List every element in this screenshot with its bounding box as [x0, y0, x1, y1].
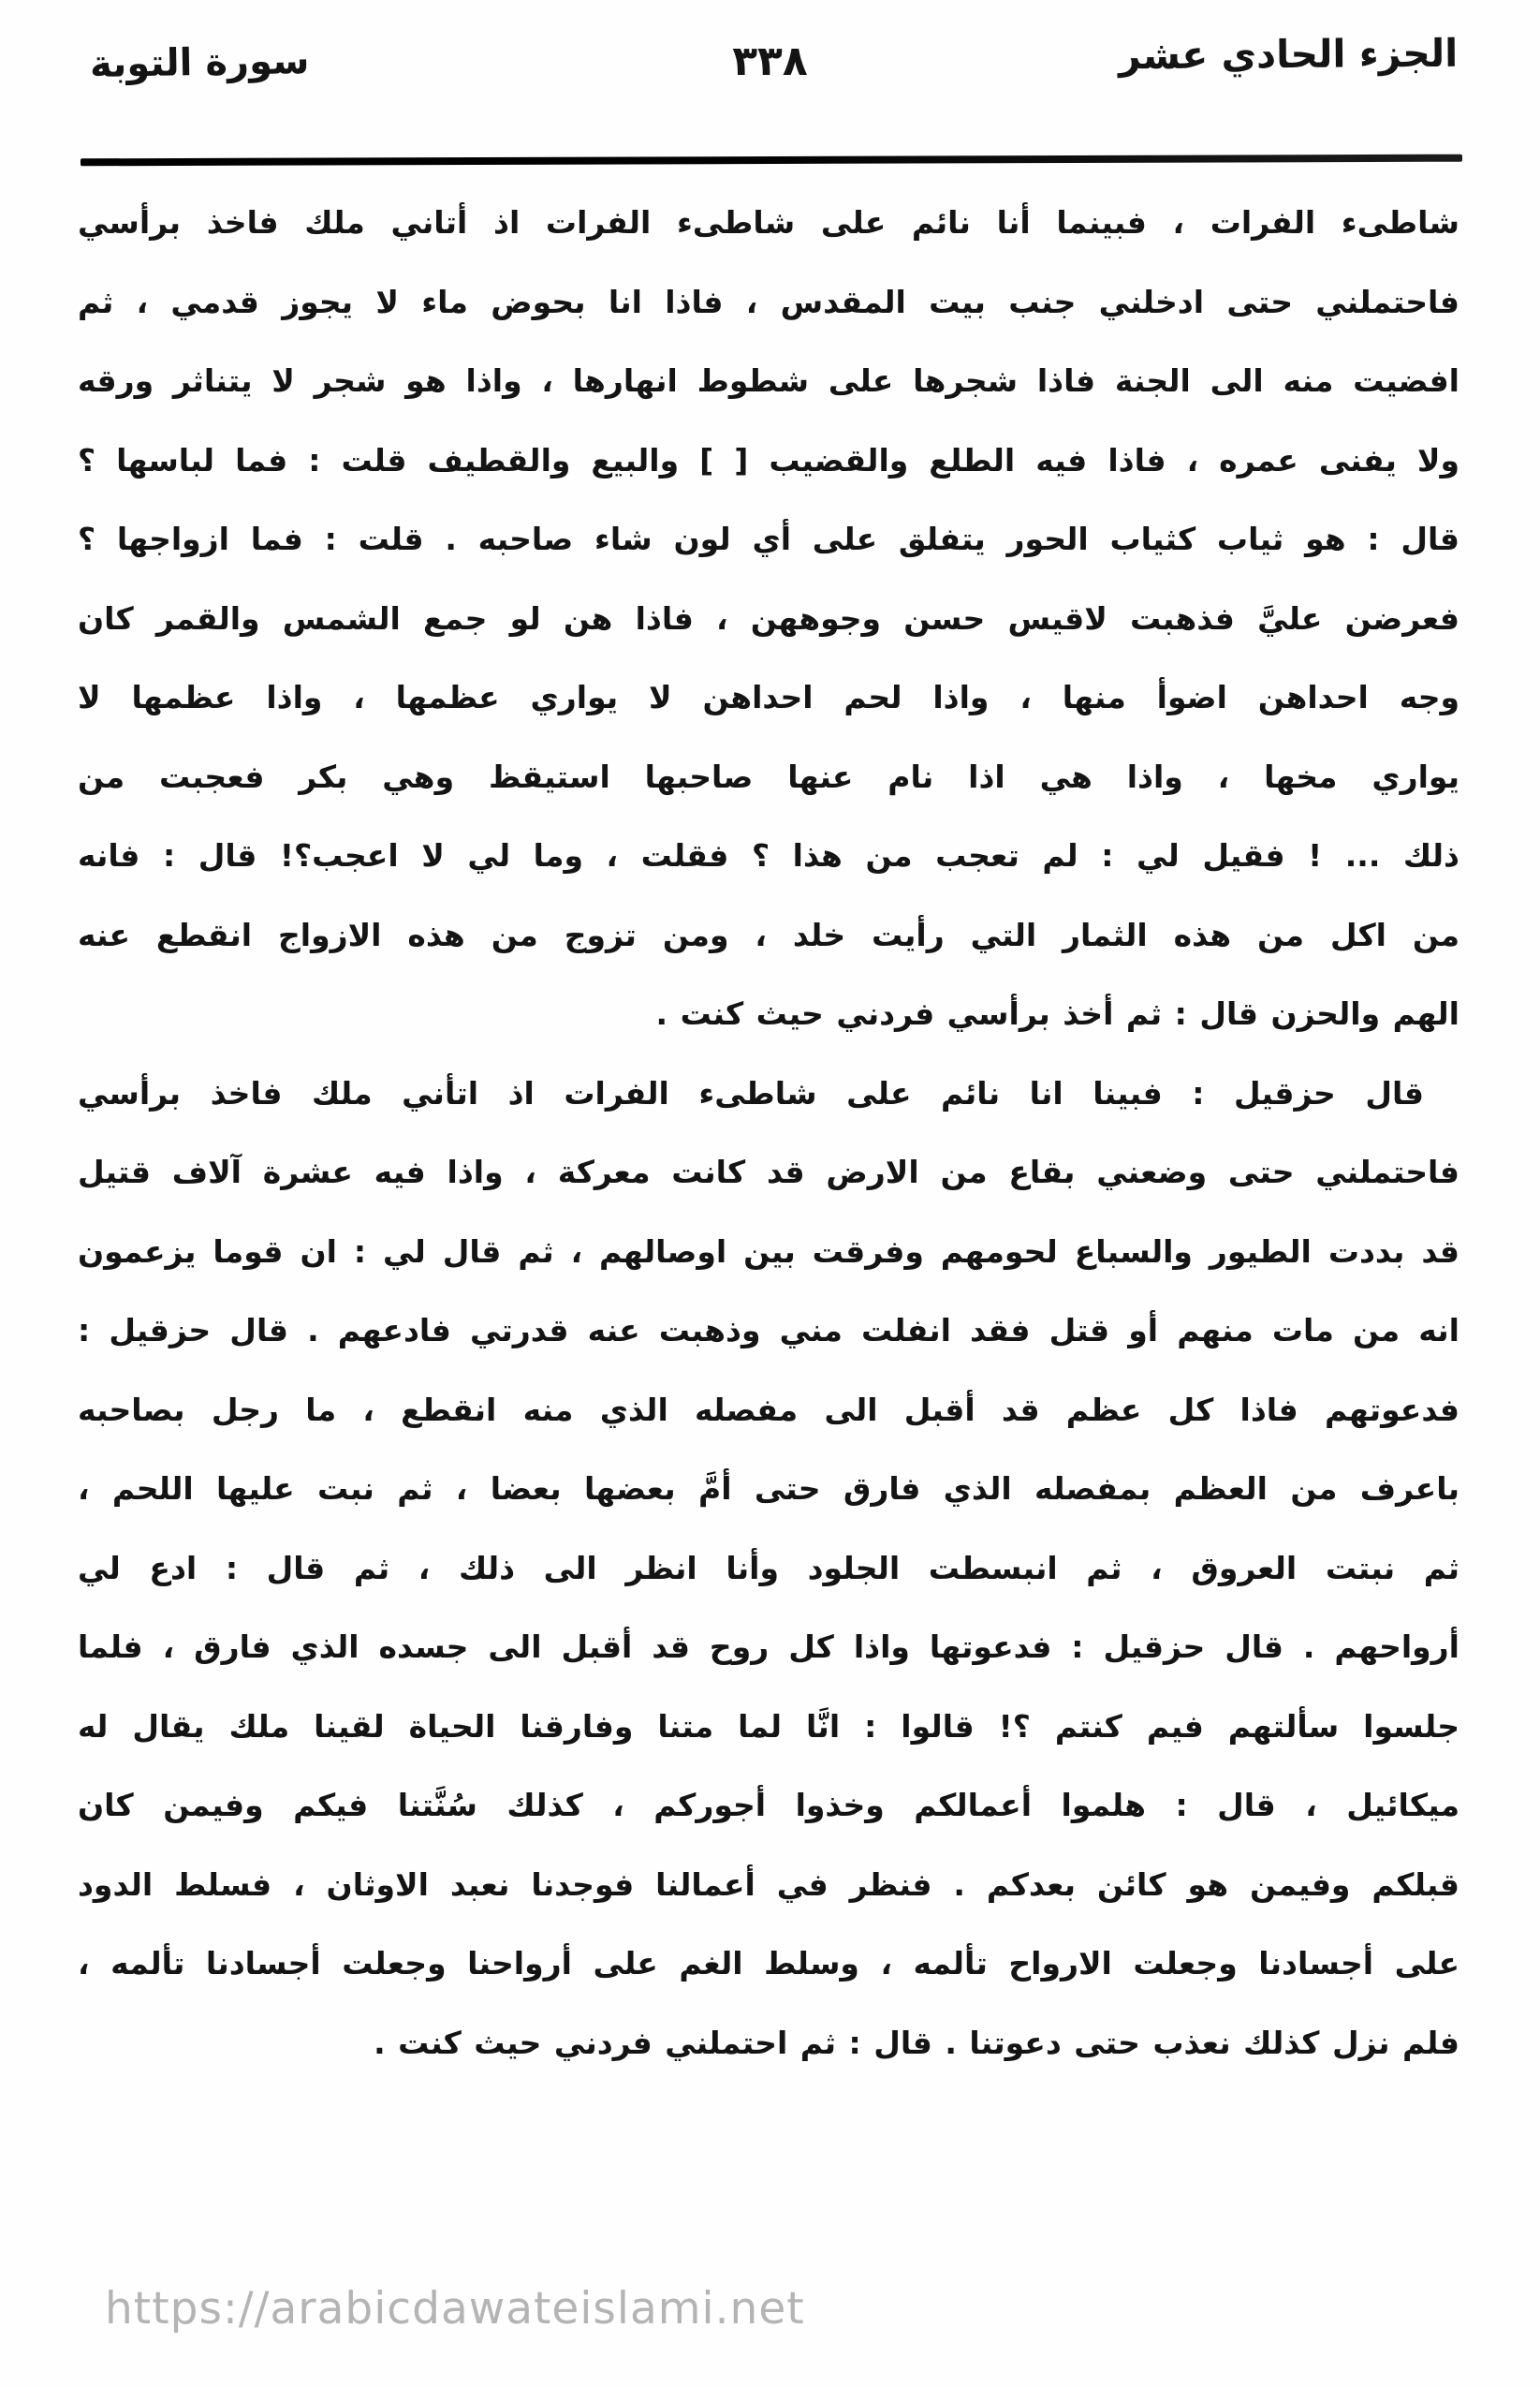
text-line: افضيت منه الى الجنة فاذا شجرها على شطوط انهارها ، واذا هو شجر لا يتناثر ورقه: [78, 362, 1459, 399]
text-line: أرواحهم . قال حزقيل : فدعوتها واذا كل روح قد أقبل الى جسده الذي فارق ، فلما: [78, 1628, 1459, 1665]
text-line: قال حزقيل : فبينا انا نائم على شاطىء الفرات اذ اتأني ملك فاخذ برأسي: [78, 1074, 1424, 1112]
header-surah-title: سورة التوبة: [89, 38, 310, 87]
page-number: ٣٣٨: [732, 37, 808, 85]
text-line: ثم نبتت العروق ، ثم انبسطت الجلود وأنا انظر الى ذلك ، ثم قال : ادع لي: [78, 1549, 1459, 1586]
text-line: قد بددت الطيور والسباع لحومهم وفرقت بين اوصالهم ، ثم قال لي : ان قوما يزعمون: [78, 1232, 1459, 1270]
text-line: قبلكم وفيمن هو كائن بعدكم . فنظر في أعمالنا فوجدنا نعبد الاوثان ، فسلط الدود: [78, 1865, 1459, 1903]
text-line: فعرضن عليَّ فذهبت لاقيس حسن وجوههن ، فاذا هن لو جمع الشمس والقمر كان: [78, 599, 1459, 637]
text-line: وجه احداهن اضوأ منها ، واذا لحم احداهن لا يواري عظمها ، واذا عظمها لا: [78, 679, 1459, 715]
text-line: فدعوتهم فاذا كل عظم قد أقبل الى مفصله الذي منه انقطع ، ما رجل بصاحبه: [78, 1391, 1459, 1428]
text-line: جلسوا سألتهم فيم كنتم ؟! قالوا : انَّا لما متنا وفارقنا الحياة لقينا ملك يقال له: [78, 1707, 1459, 1745]
text-line: قال : هو ثياب كثياب الحور يتفلق على أي لون شاء صاحبه . قلت : فما ازواجها ؟: [78, 521, 1459, 557]
text-line: شاطىء الفرات ، فبينما أنا نائم على شاطىء الفرات اذ أتاني ملك فاخذ برأسي: [78, 204, 1459, 241]
text-line: ذلك ... ! فقيل لي : لم تعجب من هذا ؟ فقلت ، وما لي لا اعجب؟! قال : فانه: [78, 837, 1459, 874]
text-line: باعرف من العظم بمفصله الذي فارق حتى أمَّ بعضها بعضا ، ثم نبت عليها اللحم ،: [78, 1470, 1459, 1507]
header-part-title: الجزء الحادي عشر: [1118, 30, 1459, 79]
body-text: [78, 184, 1459, 2083]
text-line: فلم نزل كذلك نعذب حتى دعوتنا . قال : ثم احتملني فردني حيث كنت .: [374, 2024, 1459, 2061]
text-line: فاحتملني حتى ادخلني جنب بيت المقدس ، فاذا انا بحوض ماء لا يجوز قدمي ، ثم: [78, 283, 1459, 320]
text-line: ميكائيل ، قال : هلموا أعمالكم وخذوا أجوركم ، كذلك سُنَّتنا فيكم وفيمن كان: [78, 1787, 1459, 1823]
watermark-url: https://arabicdawateislami.net: [105, 2283, 805, 2335]
text-line: يواري مخها ، واذا هي اذا نام عنها صاحبها استيقظ وهي بكر فعجبت من: [78, 758, 1459, 795]
text-line: ولا يفنى عمره ، فاذا فيه الطلع والقضيب [ ] والبيع والقطيف قلت : فما لباسها ؟: [78, 441, 1459, 479]
text-line: فاحتملني حتى وضعني بقاع من الارض قد كانت معركة ، واذا فيه عشرة آلاف قتيل: [78, 1154, 1459, 1190]
header-divider-rule: [81, 155, 1462, 167]
text-line: من اكل من هذه الثمار التي رأيت خلد ، ومن تزوج من هذه الازواج انقطع عنه: [78, 916, 1459, 953]
text-line: الهم والحزن قال : ثم أخذ برأسي فردني حيث كنت .: [655, 995, 1459, 1032]
text-line: على أجسادنا وجعلت الارواح تألمه ، وسلط الغم على أرواحنا وجعلت أجسادنا تألمه ،: [78, 1945, 1459, 1982]
text-line: انه من مات منهم أو قتل فقد انفلت مني وذهبت عنه قدرتي فادعهم . قال حزقيل :: [78, 1312, 1459, 1348]
